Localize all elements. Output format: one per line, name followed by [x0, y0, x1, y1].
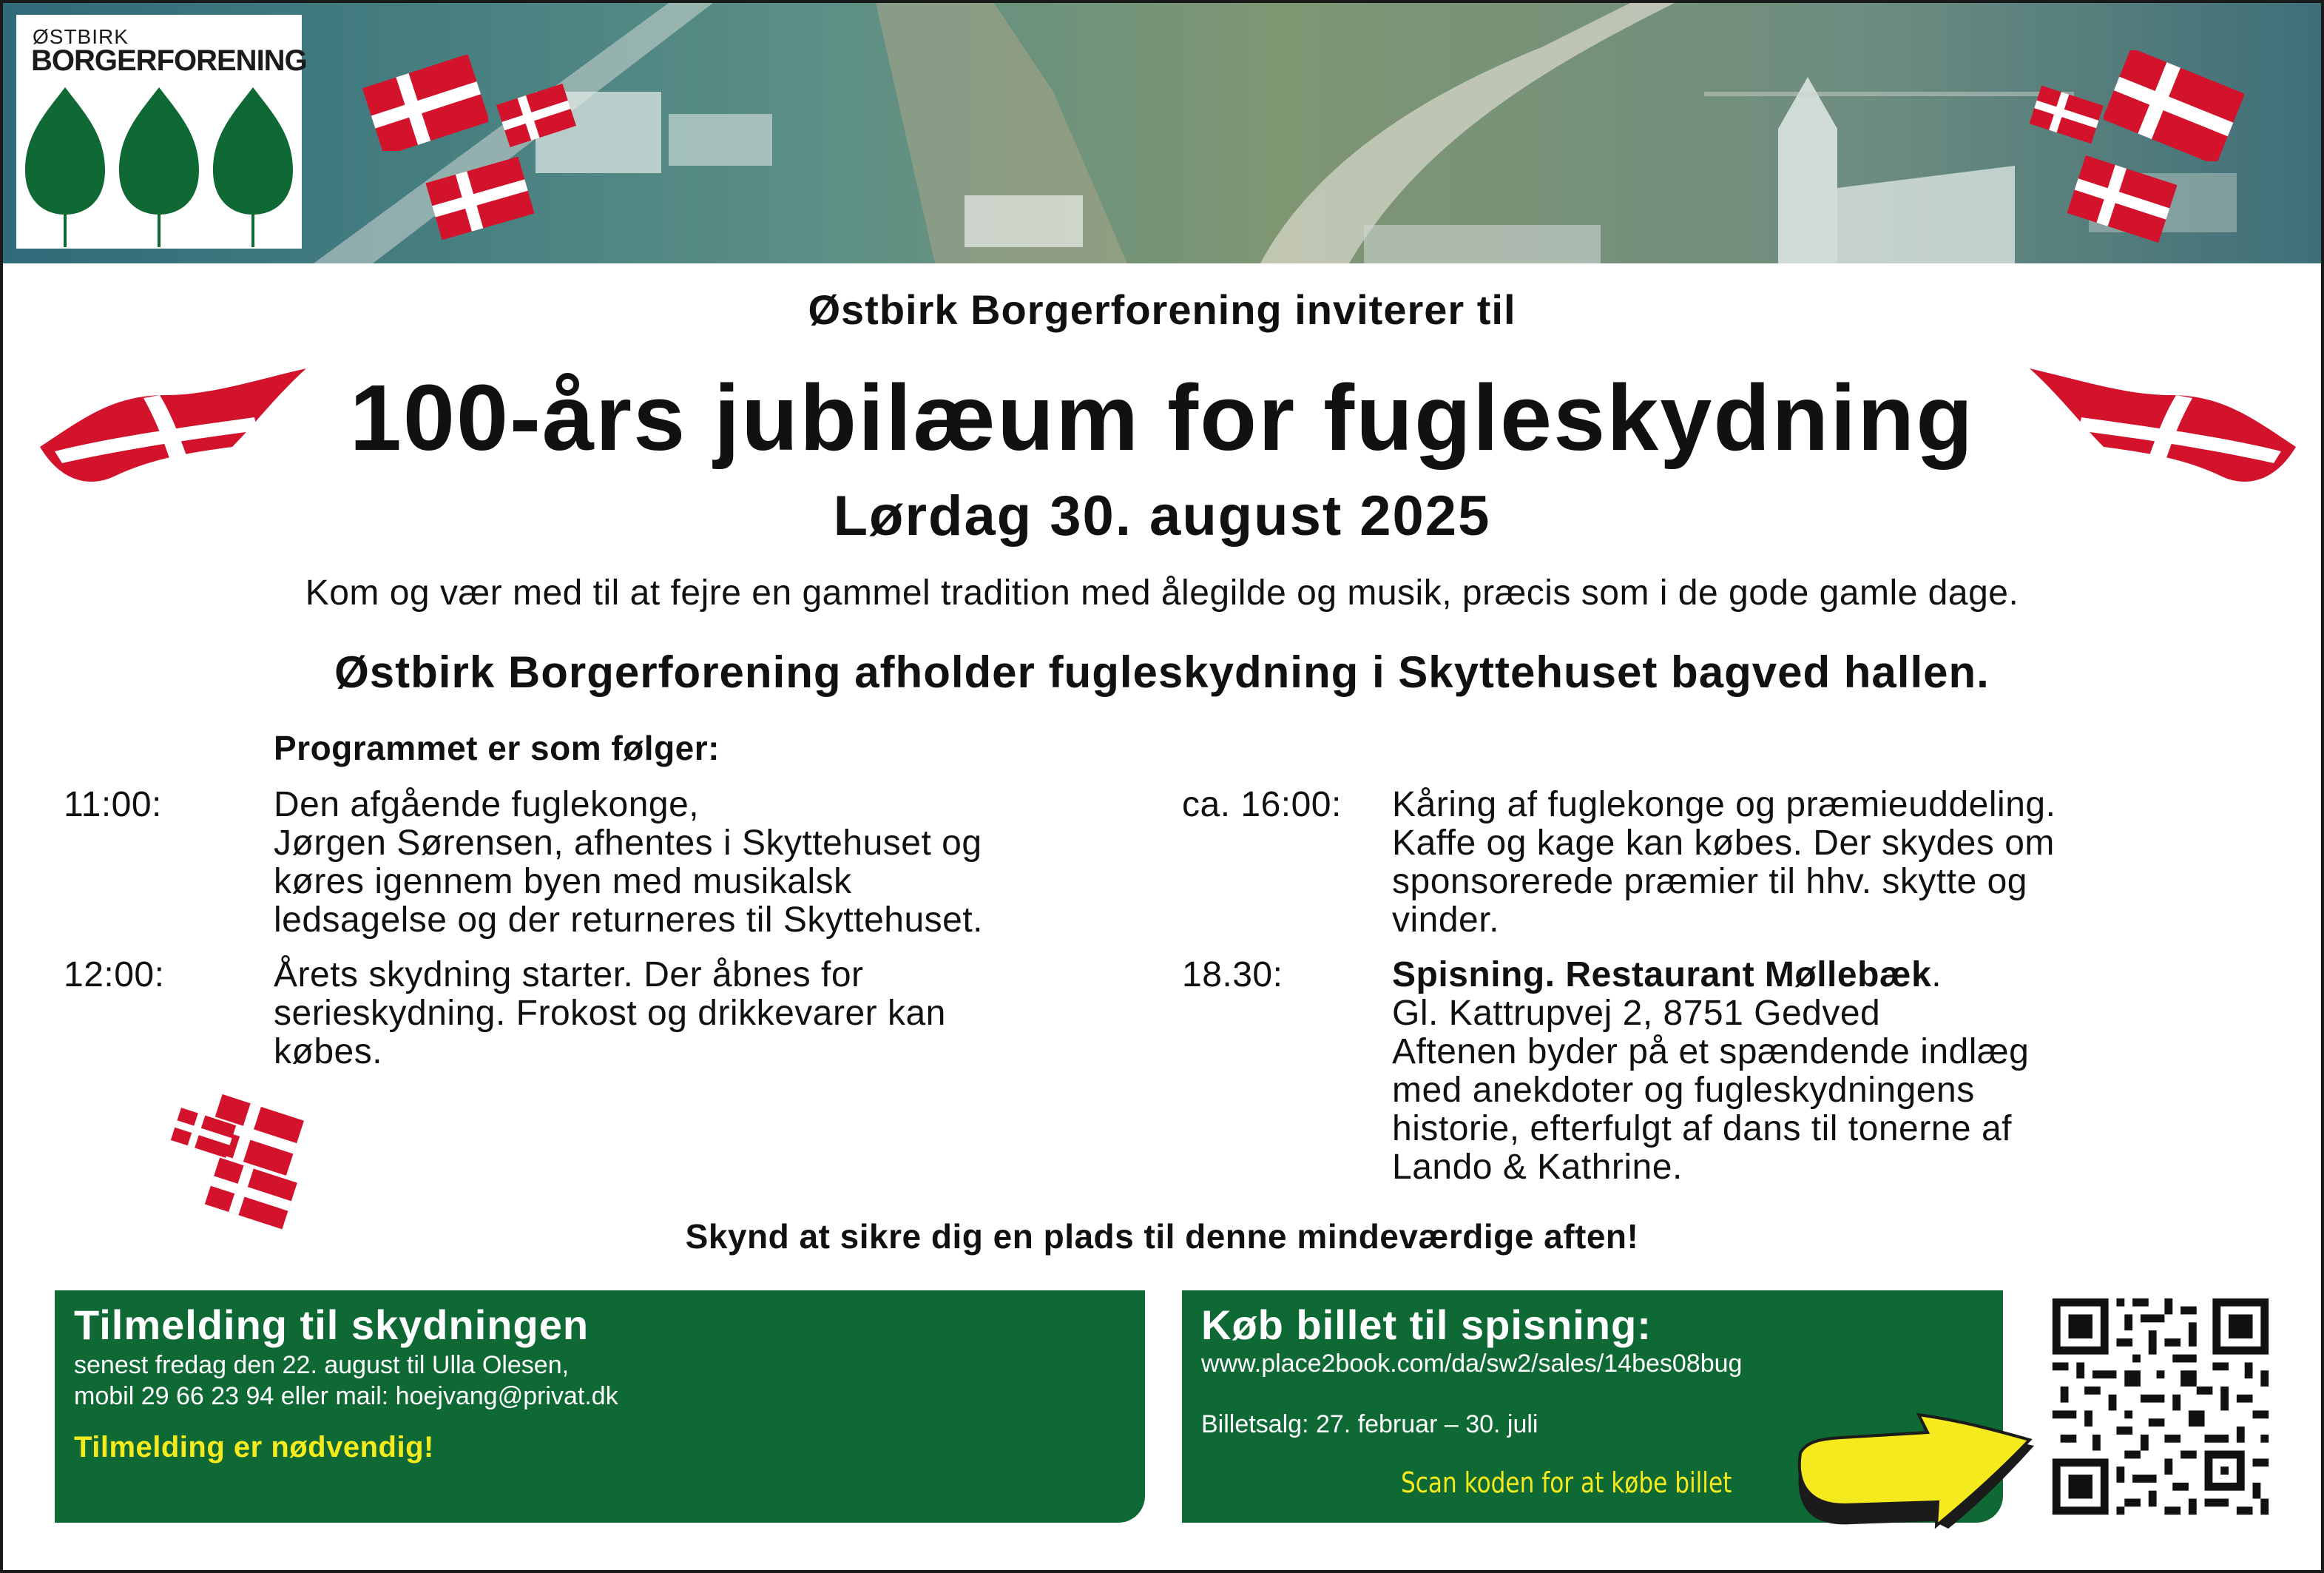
invite-line: Østbirk Borgerforening inviterer til [808, 286, 1516, 333]
signup-details: senest fredag den 22. august til Ulla Olesen, mobil 29 66 23 94 eller mail: hoejvang@privat.dk [74, 1351, 618, 1410]
qr-code[interactable] [2044, 1290, 2277, 1523]
scan-hint: Scan koden for at købe billet [1401, 1466, 1732, 1499]
danish-flag-icon [362, 55, 488, 151]
program-time: ca. 16:00: [1182, 785, 1342, 824]
event-date: Lørdag 30. august 2025 [833, 485, 1491, 548]
danish-flag-icon [496, 83, 577, 148]
program-time: 11:00: [64, 785, 162, 824]
program-item [64, 956, 1173, 1074]
ticket-heading: Køb billet til spisning: [1201, 1301, 1652, 1348]
danish-flag-icon [425, 157, 536, 240]
restaurant-name: Spisning. Restaurant Møllebæk [1392, 955, 1932, 994]
danish-flag-icon [2104, 50, 2244, 161]
program-text: . Gl. Kattrupvej 2, 8751 Gedved Aftenen byder på et spændende indlæg med anekdoter og fugleskydningens historie, efterfulgt af dans til tonerne af Lando & Kathrine. [1392, 955, 2030, 1187]
program-item [64, 786, 1173, 949]
signup-heading: Tilmelding til skydningen [74, 1301, 590, 1348]
logo-line2: BORGERFORENING [31, 44, 307, 77]
closing-line: Skynd at sikre dig en plads til denne mindeværdige aften! [685, 1217, 1639, 1256]
program-time: 18.30: [1182, 955, 1283, 994]
program-text: Kåring af fuglekonge og præmieuddeling. Kaffe og kage kan købes. Der skydes om sponsorerede præmier til hhv. skytte og vinder. [1392, 785, 2056, 940]
program-text: Den afgående fuglekonge, Jørgen Sørensen, afhentes i Skyttehuset og køres igennem byen med musikalsk ledsagelse og der returneres til Skyttehuset. [274, 785, 984, 940]
logo [16, 15, 307, 249]
signup-box [55, 1290, 1145, 1523]
venue-subheading: Østbirk Borgerforening afholder fugleskydning i Skyttehuset bagved hallen. [334, 647, 1990, 697]
three-green-leaves-icon [16, 83, 302, 249]
event-title: 100-års jubilæum for fugleskydning [349, 366, 1975, 470]
danish-flag-icon [2067, 155, 2178, 243]
ticket-sale-period: Billetsalg: 27. februar – 30. juli [1201, 1410, 1538, 1438]
program-item [1182, 786, 2291, 949]
program-item [1182, 956, 2291, 1193]
header-photo [3, 3, 2321, 263]
program-title: Programmet er som følger: [274, 729, 720, 767]
program-time: 12:00: [64, 955, 165, 994]
program-text-block [1392, 956, 2280, 1187]
arrow-right-icon [1786, 1394, 2037, 1535]
ticket-url[interactable]: www.place2book.com/da/sw2/sales/14bes08bug [1201, 1350, 1743, 1378]
danish-flag-icon [170, 1107, 237, 1159]
signup-required-note: Tilmelding er nødvendig! [74, 1431, 434, 1463]
aerial-village-photo [3, 3, 2321, 263]
danish-flag-icon [2030, 84, 2104, 144]
logo-line1: ØSTBIRK [33, 25, 129, 48]
program-text: Årets skydning starter. Der åbnes for serieskydning. Frokost og drikkevarer kan købes. [274, 955, 946, 1071]
intro-text: Kom og vær med til at fejre en gammel tradition med ålegilde og musik, præcis som i de gode gamle dage. [305, 573, 2019, 613]
